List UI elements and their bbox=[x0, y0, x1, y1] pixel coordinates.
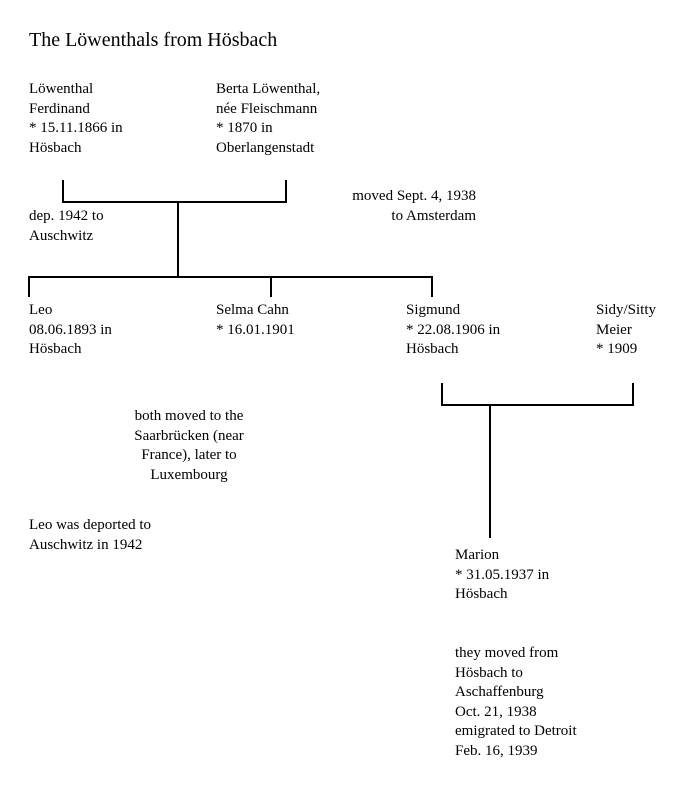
person-ferdinand: Löwenthal Ferdinand * 15.11.1866 in Hösbach bbox=[29, 81, 123, 156]
person-berta: Berta Löwenthal, née Fleischmann * 1870 in Oberlangenstadt bbox=[216, 81, 321, 156]
note-ferdinand-deported: dep. 1942 to Auschwitz bbox=[29, 208, 104, 244]
person-selma: Selma Cahn * 16.01.1901 bbox=[216, 302, 295, 338]
person-marion: Marion * 31.05.1937 in Hösbach bbox=[455, 547, 550, 602]
person-sigmund: Sigmund * 22.08.1906 in Hösbach bbox=[406, 302, 501, 357]
note-sigmund-family-moved: they moved from Hösbach to Aschaffenburg Oct. 21, 1938 emigrated to Detroit Feb. 16, 1939 bbox=[455, 645, 577, 759]
person-leo: Leo 08.06.1893 in Hösbach bbox=[29, 302, 112, 357]
note-leo-selma-moved: both moved to the Saarbrücken (near France), later to Luxembourg bbox=[134, 408, 244, 483]
person-sidy: Sidy/Sitty Meier * 1909 bbox=[596, 302, 657, 357]
note-berta-moved: moved Sept. 4, 1938 to Amsterdam bbox=[352, 188, 476, 224]
note-leo-deported: Leo was deported to Auschwitz in 1942 bbox=[29, 517, 152, 553]
page-title: The Löwenthals from Hösbach bbox=[29, 29, 278, 51]
